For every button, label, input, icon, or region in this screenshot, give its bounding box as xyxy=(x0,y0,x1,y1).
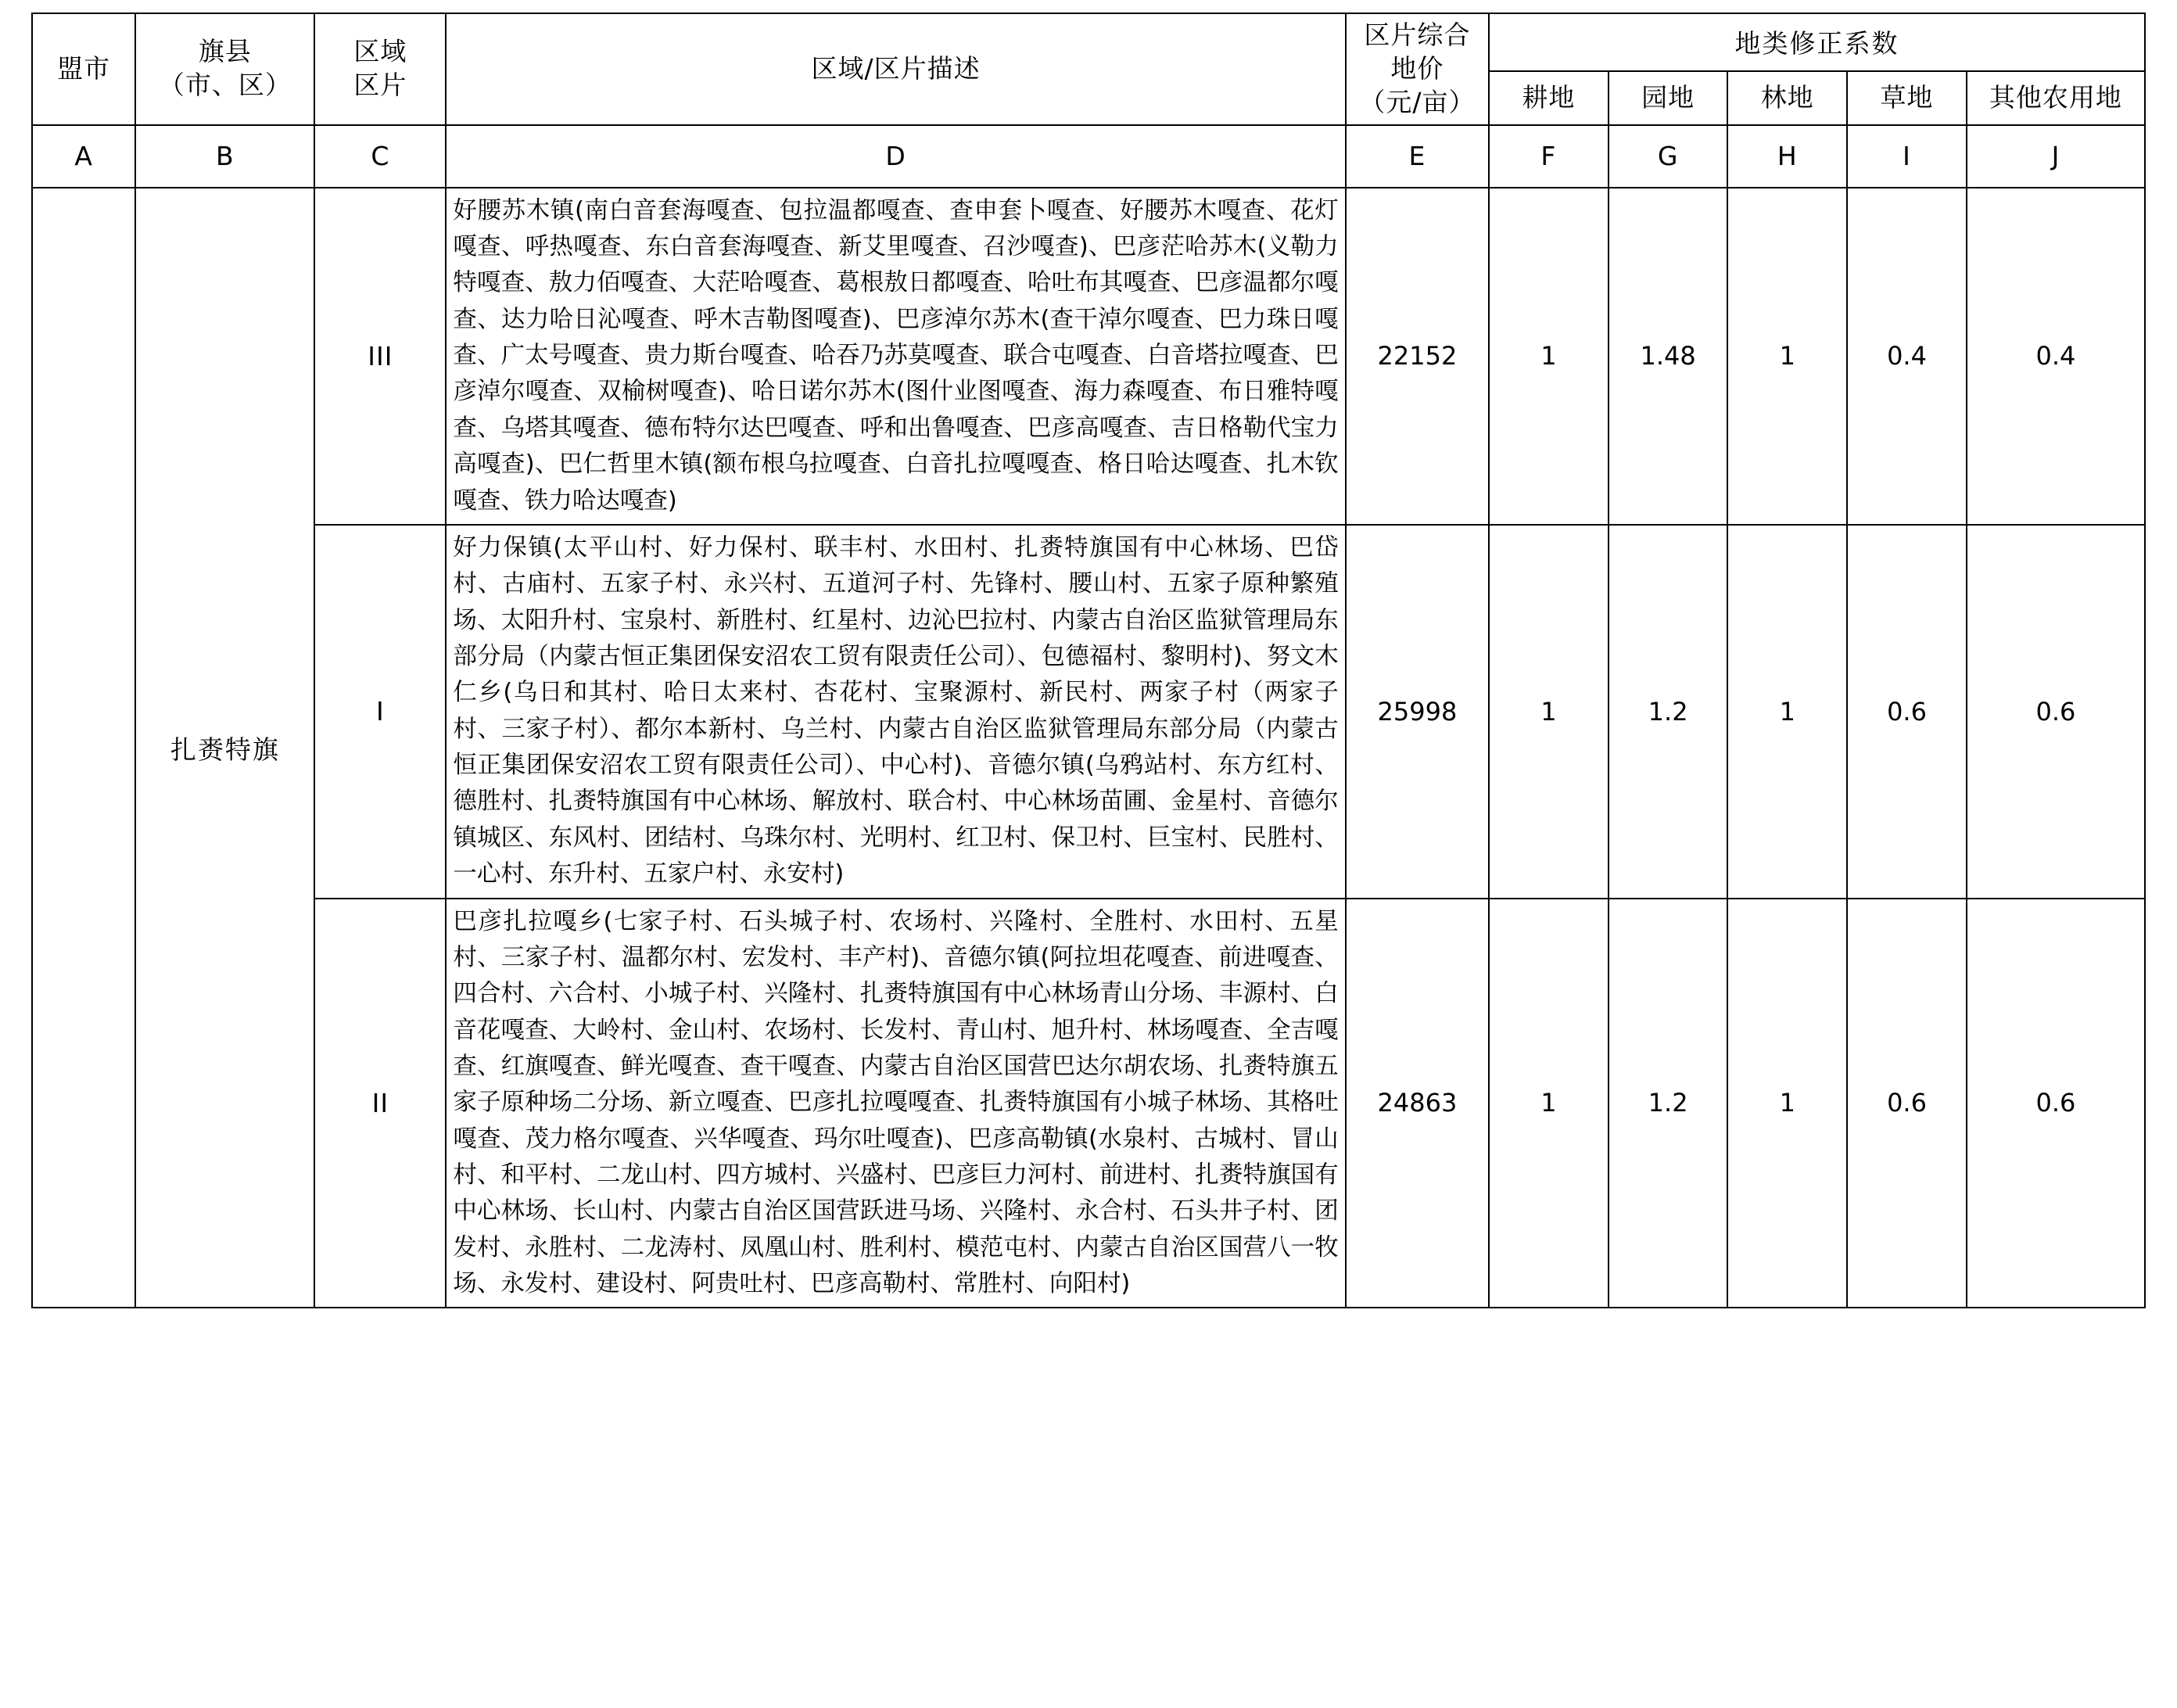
cell-price: 25998 xyxy=(1346,525,1489,899)
letter-d: D xyxy=(446,125,1345,188)
cell-description: 好力保镇(太平山村、好力保村、联丰村、水田村、扎赉特旗国有中心林场、巴岱村、古庙村、五家子村、永兴村、五道河子村、先锋村、腰山村、五家子原种繁殖场、太阳升村、宝泉村、新胜村、红星村、边沁巴拉村、内蒙古自治区监狱管理局东部分局（内蒙古恒正集团保安沼农工贸有限责任公司）、包德福村、黎明村)、努文木仁乡(乌日和其村、哈日太来村、杏花村、宝聚源村、新民村、两家子村（两家子村、三家子村）、都尔本新村、乌兰村、内蒙古自治区监狱管理局东部分局（内蒙古恒正集团保安沼农工贸有限责任公司）、中心村)、音德尔镇(乌鸦站村、东方红村、德胜村、扎赉特旗国有中心林场、解放村、联合村、中心林场苗圃、金星村、音德尔镇城区、东风村、团结村、乌珠尔村、光明村、红卫村、保卫村、巨宝村、民胜村、一心村、东升村、五家户村、永安村) xyxy=(446,525,1345,899)
cell-coef-farmland: 1 xyxy=(1489,525,1609,899)
cell-coef-other: 0.4 xyxy=(1967,188,2145,525)
header-coef-orchard: 园地 xyxy=(1609,71,1728,125)
cell-coef-forest: 1 xyxy=(1727,899,1847,1308)
cell-coef-other: 0.6 xyxy=(1967,899,2145,1308)
cell-coef-orchard: 1.48 xyxy=(1609,188,1728,525)
header-row-letters xyxy=(32,125,2145,188)
cell-county: 扎赉特旗 xyxy=(135,188,314,1308)
cell-zone: II xyxy=(314,899,446,1308)
header-coef-other: 其他农用地 xyxy=(1967,71,2145,125)
cell-coef-forest: 1 xyxy=(1727,188,1847,525)
cell-coef-forest: 1 xyxy=(1727,525,1847,899)
letter-b: B xyxy=(135,125,314,188)
cell-coef-grassland: 0.4 xyxy=(1847,188,1967,525)
cell-coef-farmland: 1 xyxy=(1489,188,1609,525)
header-coef-grassland: 草地 xyxy=(1847,71,1967,125)
cell-coef-orchard: 1.2 xyxy=(1609,899,1728,1308)
letter-c: C xyxy=(314,125,446,188)
cell-city xyxy=(32,188,135,1308)
table-row xyxy=(32,188,2145,525)
header-row-titles xyxy=(32,13,2145,71)
letter-i: I xyxy=(1847,125,1967,188)
letter-f: F xyxy=(1489,125,1609,188)
cell-coef-orchard: 1.2 xyxy=(1609,525,1728,899)
header-coef-farmland: 耕地 xyxy=(1489,71,1609,125)
header-coef-forest: 林地 xyxy=(1727,71,1847,125)
cell-description: 好腰苏木镇(南白音套海嘎查、包拉温都嘎查、查申套卜嘎查、好腰苏木嘎查、花灯嘎查、呼热嘎查、东白音套海嘎查、新艾里嘎查、召沙嘎查)、巴彦茫哈苏木(义勒力特嘎查、敖力佰嘎查、大茫哈嘎查、葛根敖日都嘎查、哈吐布其嘎查、巴彦温都尔嘎查、达力哈日沁嘎查、呼木吉勒图嘎查)、巴彦淖尔苏木(查干淖尔嘎查、巴力珠日嘎查、广太号嘎查、贵力斯台嘎查、哈吞乃苏莫嘎查、联合屯嘎查、白音塔拉嘎查、巴彦淖尔嘎查、双榆树嘎查)、哈日诺尔苏木(图什业图嘎查、海力森嘎查、布日雅特嘎查、乌塔其嘎查、德布特尔达巴嘎查、呼和出鲁嘎查、巴彦高嘎查、吉日格勒代宝力高嘎查)、巴仁哲里木镇(额布根乌拉嘎查、白音扎拉嘎嘎查、格日哈达嘎查、扎木钦嘎查、铁力哈达嘎查) xyxy=(446,188,1345,525)
header-county: 旗县 （市、区） xyxy=(135,13,314,125)
cell-coef-grassland: 0.6 xyxy=(1847,899,1967,1308)
table-row xyxy=(32,899,2145,1308)
cell-price: 24863 xyxy=(1346,899,1489,1308)
letter-j: J xyxy=(1967,125,2145,188)
letter-h: H xyxy=(1727,125,1847,188)
header-zone: 区域 区片 xyxy=(314,13,446,125)
letter-g: G xyxy=(1609,125,1728,188)
header-city: 盟市 xyxy=(32,13,135,125)
cell-coef-farmland: 1 xyxy=(1489,899,1609,1308)
letter-e: E xyxy=(1346,125,1489,188)
cell-description: 巴彦扎拉嘎乡(七家子村、石头城子村、农场村、兴隆村、全胜村、水田村、五星村、三家子村、温都尔村、宏发村、丰产村)、音德尔镇(阿拉坦花嘎查、前进嘎查、四合村、六合村、小城子村、兴隆村、扎赉特旗国有中心林场青山分场、丰源村、白音花嘎查、大岭村、金山村、农场村、长发村、青山村、旭升村、林场嘎查、全吉嘎查、红旗嘎查、鲜光嘎查、查干嘎查、内蒙古自治区国营巴达尔胡农场、扎赉特旗五家子原种场二分场、新立嘎查、巴彦扎拉嘎嘎查、扎赉特旗国有小城子林场、其格吐嘎查、茂力格尔嘎查、兴华嘎查、玛尔吐嘎查)、巴彦高勒镇(水泉村、古城村、冒山村、和平村、二龙山村、四方城村、兴盛村、巴彦巨力河村、前进村、扎赉特旗国有中心林场、长山村、内蒙古自治区国营跃进马场、兴隆村、永合村、石头井子村、团发村、永胜村、二龙涛村、凤凰山村、胜利村、模范屯村、内蒙古自治区国营八一牧场、永发村、建设村、阿贵吐村、巴彦高勒村、常胜村、向阳村) xyxy=(446,899,1345,1308)
table-row xyxy=(32,525,2145,899)
header-coefficient-group: 地类修正系数 xyxy=(1489,13,2145,71)
cell-coef-other: 0.6 xyxy=(1967,525,2145,899)
header-price: 区片综合 地价 （元/亩） xyxy=(1346,13,1489,125)
cell-price: 22152 xyxy=(1346,188,1489,525)
cell-zone: I xyxy=(314,525,446,899)
letter-a: A xyxy=(32,125,135,188)
header-description: 区域/区片描述 xyxy=(446,13,1345,125)
cell-zone: III xyxy=(314,188,446,525)
cell-coef-grassland: 0.6 xyxy=(1847,525,1967,899)
land-price-table xyxy=(31,13,2146,1308)
